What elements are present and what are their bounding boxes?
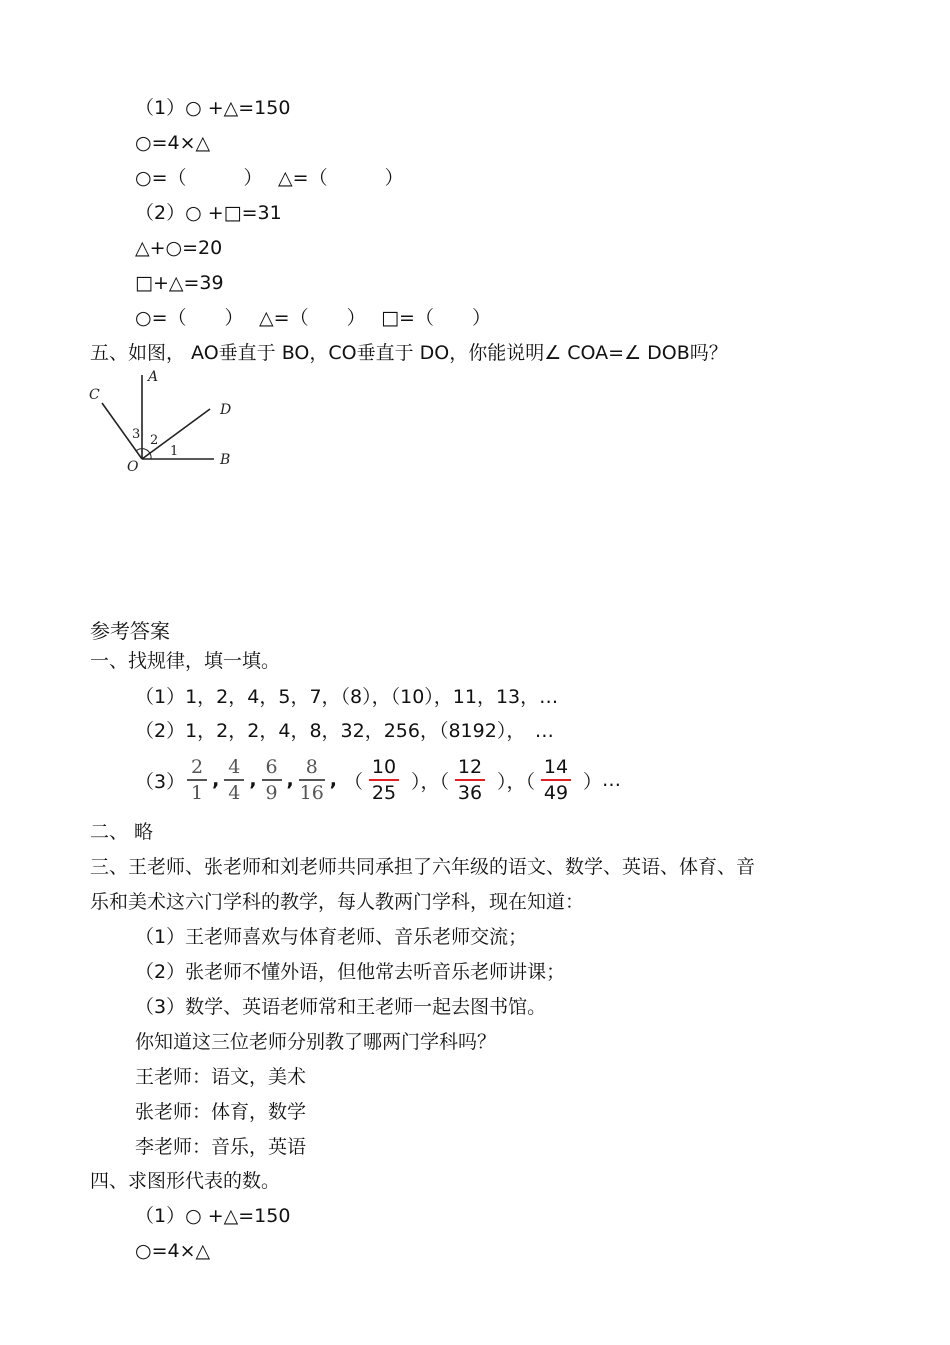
answer-1-1: （1）1，2，4，5，7，（8），（10），11，13，… (135, 686, 559, 708)
answer-section-3-line-2: 乐和美术这六门学科的教学，每人教两门学科，现在知道： (90, 891, 585, 913)
angle-figure (84, 365, 244, 480)
answer-4-2: ○=4×△ (135, 1240, 211, 1262)
answer-section-1: 一、找规律，填一填。 (90, 650, 281, 672)
fraction-given-3: $\frac{6}{9}$ (262, 755, 282, 805)
fraction-given-2: $\frac{4}{4}$ (224, 755, 244, 805)
fraction-given-4: $\frac{8}{16}$ (299, 756, 324, 804)
equation-3: （2）○ +□=31 (135, 202, 282, 224)
answer-1-2: （2）1，2，2，4，8，32，256，（8192）， … (135, 720, 554, 742)
label-d: D (220, 402, 232, 418)
clue-1: （1）王老师喜欢与体育老师、音乐老师交流； (135, 926, 528, 948)
label-angle-3: 3 (132, 427, 141, 442)
answer-1-3-prefix: （3） (135, 770, 186, 793)
label-angle-1: 1 (170, 444, 179, 459)
label-b: B (220, 452, 231, 468)
fraction-answer-1: $\frac{10}{25}$ (369, 755, 399, 805)
answer-zhang: 张老师：体育，数学 (135, 1101, 307, 1123)
fraction-given-1: $\frac{2}{1}$ (187, 755, 207, 805)
equation-2: ○=4×△ (135, 132, 211, 154)
label-o: O (127, 459, 139, 475)
label-angle-2: 2 (150, 433, 159, 448)
answer-blanks-2: ○=（ ） △=（ ） □=（ ） (135, 307, 491, 329)
equation-5: □+△=39 (135, 272, 224, 294)
equation-4: △+○=20 (135, 237, 223, 259)
equation-1: （1）○ +△=150 (135, 97, 291, 119)
answer-section-2: 二、 略 (90, 821, 154, 843)
fraction-answer-3: $\frac{14}{49}$ (541, 755, 571, 805)
answer-section-4: 四、求图形代表的数。 (90, 1170, 281, 1192)
label-c: C (89, 387, 100, 403)
label-a: A (148, 369, 159, 385)
answer-wang: 王老师：语文，美术 (135, 1066, 307, 1088)
answer-heading: 参考答案 (90, 619, 170, 643)
answer-4-1: （1）○ +△=150 (135, 1205, 291, 1227)
answer-blanks-1: ○=（ ） △=（ ） (135, 167, 404, 189)
answer-section-3-line-1: 三、王老师、张老师和刘老师共同承担了六年级的语文、数学、英语、体育、音 (90, 856, 756, 878)
question-5: 五、如图， AO垂直于 BO，CO垂直于 DO，你能说明∠ COA=∠ DOB吗？ (90, 342, 728, 364)
clue-2: （2）张老师不懂外语，但他常去听音乐老师讲课； (135, 961, 566, 983)
ellipsis: … (602, 769, 622, 791)
clue-3: （3）数学、英语老师常和王老师一起去图书馆。 (135, 996, 547, 1018)
answer-li: 李老师：音乐，英语 (135, 1136, 307, 1158)
fraction-answer-2: $\frac{12}{36}$ (455, 755, 485, 805)
section-3-question: 你知道这三位老师分别教了哪两门学科吗？ (135, 1031, 497, 1053)
answer-1-3: （3） $\frac{2}{1}$ , $\frac{4}{4}$ , $\frac{6}{9}$ , $\frac{8}{16}$ , （ $\frac{10}{25}$ ），（ $\frac{12}{36}$ ），（ $\frac{14}{49}$ ） … (135, 756, 622, 804)
